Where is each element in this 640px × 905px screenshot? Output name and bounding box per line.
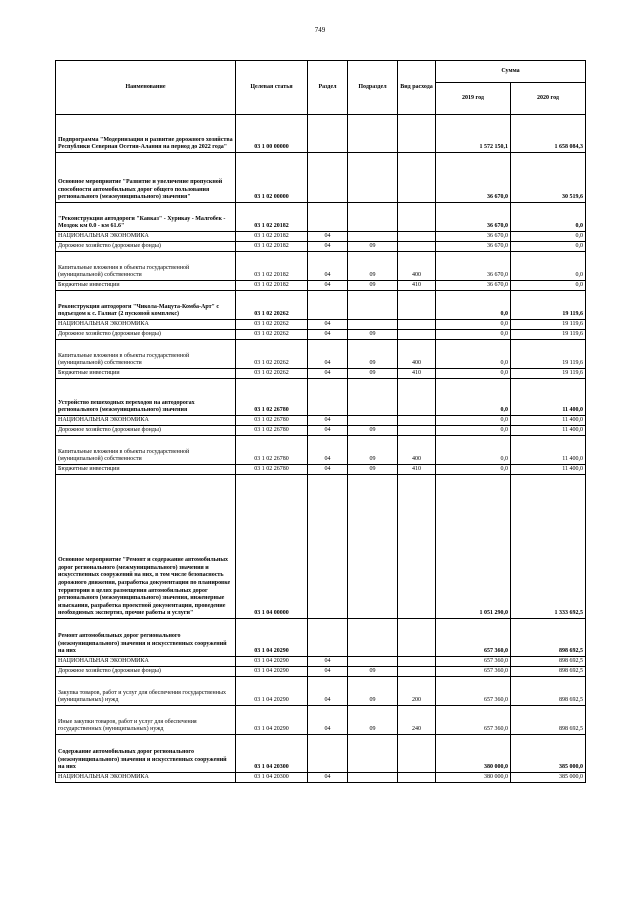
cell-subsection: 09 [348,677,398,706]
cell-target: 03 1 04 20290 [236,677,308,706]
table-row [56,320,586,330]
table-row [56,369,586,379]
cell-section: 04 [308,340,348,369]
cell-subsection: 09 [348,706,398,735]
table-body [56,115,586,783]
cell-name: Капитальные вложения в объекты государственной (муниципальной) собственности [56,252,236,281]
cell-target: 03 1 02 26780 [236,436,308,465]
cell-2020: 898 692,5 [511,619,586,657]
table-row [56,677,586,706]
cell-2019: 657 360,0 [436,657,511,667]
cell-name: Бюджетные инвестиции [56,281,236,291]
cell-type [398,416,436,426]
cell-type: 400 [398,436,436,465]
cell-name: Подпрограмма "Модернизация и развитие дорожного хозяйства Республики Северная Осетия-Алания на период до 2022 года" [56,115,236,153]
header-2019: 2019 год [436,83,511,115]
cell-subsection [348,320,398,330]
cell-subsection: 09 [348,330,398,340]
cell-section: 04 [308,281,348,291]
cell-subsection [348,115,398,153]
cell-section: 04 [308,330,348,340]
cell-section [308,619,348,657]
cell-2020: 898 692,5 [511,657,586,667]
cell-section: 04 [308,416,348,426]
table-row [56,416,586,426]
table-row [56,291,586,320]
cell-target: 03 1 02 26780 [236,379,308,416]
cell-subsection: 09 [348,369,398,379]
cell-target: 03 1 04 20290 [236,667,308,677]
cell-name: НАЦИОНАЛЬНАЯ ЭКОНОМИКА [56,657,236,667]
cell-2019: 36 670,0 [436,203,511,232]
table-row [56,436,586,465]
cell-2020: 19 119,6 [511,369,586,379]
cell-target: 03 1 04 20290 [236,619,308,657]
cell-name: Дорожное хозяйство (дорожные фонды) [56,242,236,252]
cell-section: 04 [308,657,348,667]
cell-2020: 19 119,6 [511,340,586,369]
cell-target: 03 1 02 26780 [236,465,308,475]
cell-2019: 0,0 [436,379,511,416]
cell-2020: 19 119,6 [511,291,586,320]
cell-section: 04 [308,426,348,436]
cell-section: 04 [308,667,348,677]
cell-subsection: 09 [348,465,398,475]
table-row [56,706,586,735]
cell-type [398,153,436,203]
cell-name: Ремонт автомобильных дорог регионального (межмуниципального) значения и искусственных сооружений на них [56,619,236,657]
cell-subsection [348,153,398,203]
cell-section [308,203,348,232]
cell-subsection: 09 [348,242,398,252]
cell-subsection [348,735,398,773]
cell-name: Основное мероприятие "Ремонт и содержание автомобильных дорог регионального (межмуниципального) значения и искусственных сооружений на них, в том числе безопасность дорожного движения, разработка документации по планировке территории в целях размещения автомобильных дорог регионального (межмуниципального) значения, инженерные изыскания, разработка проектной документации, проведение необходимых экспертиз, прочие работы и услуги" [56,475,236,619]
cell-section: 04 [308,252,348,281]
cell-type: 400 [398,252,436,281]
cell-target: 03 1 02 20262 [236,330,308,340]
cell-subsection: 09 [348,436,398,465]
cell-target: 03 1 04 00000 [236,475,308,619]
cell-target: 03 1 04 20290 [236,706,308,735]
cell-section: 04 [308,369,348,379]
cell-section: 04 [308,436,348,465]
cell-2020: 0,0 [511,232,586,242]
cell-target: 03 1 02 20262 [236,291,308,320]
cell-2020: 11 400,0 [511,379,586,416]
cell-name: Капитальные вложения в объекты государственной (муниципальной) собственности [56,436,236,465]
cell-type [398,232,436,242]
cell-type [398,426,436,436]
cell-2019: 657 360,0 [436,677,511,706]
cell-2020: 11 400,0 [511,426,586,436]
table-row [56,232,586,242]
cell-target: 03 1 02 20182 [236,242,308,252]
cell-name: Дорожное хозяйство (дорожные фонды) [56,667,236,677]
cell-2019: 657 360,0 [436,667,511,677]
cell-2019: 0,0 [436,416,511,426]
table-row [56,657,586,667]
cell-type: 410 [398,465,436,475]
cell-section: 04 [308,465,348,475]
cell-2019: 36 670,0 [436,232,511,242]
cell-2019: 36 670,0 [436,252,511,281]
cell-2019: 380 000,0 [436,773,511,783]
cell-subsection [348,291,398,320]
cell-2019: 0,0 [436,369,511,379]
cell-type [398,115,436,153]
cell-subsection: 09 [348,667,398,677]
cell-subsection: 09 [348,252,398,281]
cell-section: 04 [308,773,348,783]
cell-type: 410 [398,281,436,291]
cell-name: НАЦИОНАЛЬНАЯ ЭКОНОМИКА [56,232,236,242]
cell-target: 03 1 02 20182 [236,281,308,291]
cell-type [398,667,436,677]
cell-type: 200 [398,677,436,706]
cell-2020: 385 000,0 [511,735,586,773]
cell-2019: 0,0 [436,320,511,330]
cell-2020: 0,0 [511,252,586,281]
cell-subsection: 09 [348,281,398,291]
cell-2020: 11 400,0 [511,416,586,426]
cell-type [398,773,436,783]
table-row [56,252,586,281]
cell-2020: 385 000,0 [511,773,586,783]
cell-2020: 0,0 [511,242,586,252]
table-row [56,203,586,232]
table-row [56,619,586,657]
page-number: 749 [314,26,326,34]
header-target: Целевая статья [236,61,308,115]
cell-2020: 11 400,0 [511,436,586,465]
cell-name: Бюджетные инвестиции [56,465,236,475]
table-row [56,153,586,203]
header-section: Раздел [308,61,348,115]
cell-target: 03 1 02 20182 [236,252,308,281]
table-row [56,379,586,416]
cell-2019: 36 670,0 [436,281,511,291]
cell-2020: 19 119,6 [511,330,586,340]
cell-type [398,475,436,619]
cell-2020: 1 333 692,5 [511,475,586,619]
cell-2019: 0,0 [436,330,511,340]
cell-subsection: 09 [348,340,398,369]
cell-2019: 380 000,0 [436,735,511,773]
cell-2020: 11 400,0 [511,465,586,475]
cell-target: 03 1 02 20262 [236,320,308,330]
cell-2019: 657 360,0 [436,619,511,657]
cell-target: 03 1 02 20182 [236,203,308,232]
cell-subsection [348,475,398,619]
cell-type: 240 [398,706,436,735]
cell-2019: 657 360,0 [436,706,511,735]
table-row [56,475,586,619]
cell-target: 03 1 04 20300 [236,773,308,783]
cell-name: НАЦИОНАЛЬНАЯ ЭКОНОМИКА [56,320,236,330]
cell-section: 04 [308,242,348,252]
cell-2019: 36 670,0 [436,242,511,252]
header-name: Наименование [56,61,236,115]
cell-name: "Реконструкция автодороги "Кавказ" - Хурикау - Малгобек - Моздок км 0.0 - км 61.6" [56,203,236,232]
cell-subsection [348,416,398,426]
cell-2019: 0,0 [436,436,511,465]
cell-section [308,153,348,203]
cell-name: Дорожное хозяйство (дорожные фонды) [56,330,236,340]
table-row [56,426,586,436]
cell-name: Содержание автомобильных дорог регионального (межмуниципального) значения и искусственных сооружений на них [56,735,236,773]
cell-type [398,619,436,657]
cell-2019: 0,0 [436,426,511,436]
table-row [56,330,586,340]
cell-2019: 1 051 290,0 [436,475,511,619]
cell-type [398,735,436,773]
cell-section: 04 [308,232,348,242]
cell-2020: 0,0 [511,203,586,232]
cell-name: Капитальные вложения в объекты государственной (муниципальной) собственности [56,340,236,369]
table-row [56,115,586,153]
cell-name: Реконструкция автодороги "Чикола-Мацута-Комба-Арт" с подъездом к с. Галиат (2 пусковой комплекс) [56,291,236,320]
cell-type [398,242,436,252]
header-2020: 2020 год [511,83,586,115]
cell-subsection [348,203,398,232]
cell-subsection [348,232,398,242]
cell-target: 03 1 02 26780 [236,416,308,426]
cell-name: Основное мероприятие "Развитие и увеличение пропускной способности автомобильных дорог общего пользования регионального (межмуниципального) значения" [56,153,236,203]
cell-type [398,330,436,340]
cell-section [308,475,348,619]
budget-table [55,60,586,783]
cell-2019: 0,0 [436,291,511,320]
header-sum: Сумма [436,61,586,83]
cell-2020: 898 692,5 [511,667,586,677]
cell-section [308,291,348,320]
cell-target: 03 1 02 20182 [236,232,308,242]
header-type: Вид расхода [398,61,436,115]
cell-section: 04 [308,706,348,735]
cell-name: Бюджетные инвестиции [56,369,236,379]
cell-target: 03 1 04 20290 [236,657,308,667]
cell-type [398,657,436,667]
cell-name: Закупка товаров, работ и услуг для обеспечения государственных (муниципальных) нужд [56,677,236,706]
cell-2020: 0,0 [511,281,586,291]
cell-section [308,115,348,153]
table-row [56,281,586,291]
cell-type [398,379,436,416]
cell-subsection: 09 [348,426,398,436]
cell-subsection [348,657,398,667]
cell-type: 400 [398,340,436,369]
table-row [56,735,586,773]
cell-section: 04 [308,677,348,706]
cell-type [398,320,436,330]
header-subsection: Подраздел [348,61,398,115]
cell-2020: 19 119,6 [511,320,586,330]
cell-2020: 30 519,6 [511,153,586,203]
table-row [56,667,586,677]
cell-2020: 898 692,5 [511,706,586,735]
cell-name: НАЦИОНАЛЬНАЯ ЭКОНОМИКА [56,416,236,426]
cell-target: 03 1 02 00000 [236,153,308,203]
cell-target: 03 1 04 20300 [236,735,308,773]
cell-2020: 1 658 084,3 [511,115,586,153]
cell-2019: 0,0 [436,465,511,475]
cell-2019: 0,0 [436,340,511,369]
cell-name: Иные закупки товаров, работ и услуг для обеспечения государственных (муниципальных) нужд [56,706,236,735]
cell-section: 04 [308,320,348,330]
cell-type: 410 [398,369,436,379]
cell-2019: 1 572 150,1 [436,115,511,153]
cell-type [398,291,436,320]
table-row [56,465,586,475]
cell-subsection [348,379,398,416]
cell-target: 03 1 02 20262 [236,369,308,379]
cell-2019: 36 670,0 [436,153,511,203]
cell-section [308,379,348,416]
cell-type [398,203,436,232]
cell-name: Дорожное хозяйство (дорожные фонды) [56,426,236,436]
cell-target: 03 1 02 20262 [236,340,308,369]
table-row [56,773,586,783]
cell-target: 03 1 00 00000 [236,115,308,153]
cell-subsection [348,773,398,783]
table-row [56,340,586,369]
cell-name: НАЦИОНАЛЬНАЯ ЭКОНОМИКА [56,773,236,783]
table-row [56,242,586,252]
cell-section [308,735,348,773]
cell-subsection [348,619,398,657]
cell-2020: 898 692,5 [511,677,586,706]
cell-name: Устройство пешеходных переходов на автодорогах регионального (межмуниципального) значения [56,379,236,416]
cell-target: 03 1 02 26780 [236,426,308,436]
